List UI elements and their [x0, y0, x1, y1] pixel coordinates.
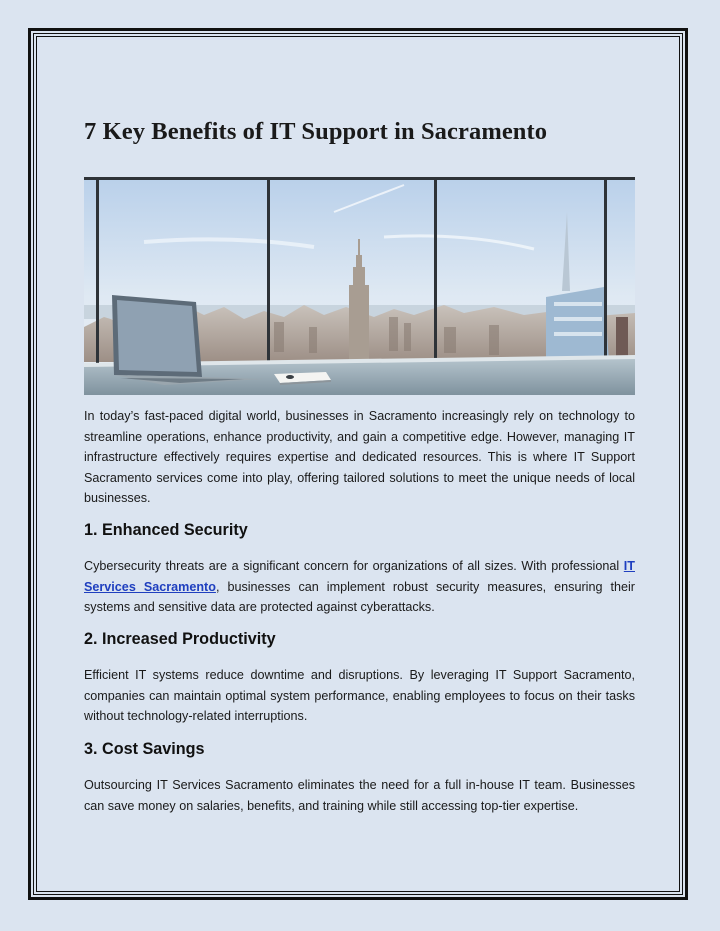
section-enhanced-security-body — [84, 556, 635, 618]
hero-image-office-skyline — [84, 177, 635, 395]
paragraph-text: Cybersecurity threats are a significant concern for organizations of all sizes. With professional — [84, 559, 624, 573]
section-enhanced-security — [84, 521, 635, 540]
section-paragraph: Outsourcing IT Services Sacramento eliminates the need for a full in-house IT team. Businesses can save money on salaries, benefits, and training while still accessing top-tier expertise. — [84, 778, 635, 813]
section-paragraph — [84, 556, 635, 618]
section-heading: 2. Increased Productivity — [84, 630, 276, 648]
intro-paragraph: In today’s fast-paced digital world, businesses in Sacramento increasingly rely on technology to streamline operations, enhance productivity, and gain a competitive edge. However, managing IT infrastructure effectively requires expertise and dedicated resources. This is where IT Support Sacramento services come into play, offering tailored solutions to meet the unique needs of local businesses. — [84, 409, 635, 505]
section-heading: 1. Enhanced Security — [84, 521, 248, 539]
paragraph-text: , businesses can implement robust security measures, ensuring their systems and sensitive data are protected against cyberattacks. — [84, 579, 635, 614]
it-services-sacramento-link[interactable]: IT Services Sacramento — [84, 559, 635, 594]
page-title: 7 Key Benefits of IT Support in Sacramento — [84, 118, 548, 145]
office-skyline-illustration — [84, 177, 635, 395]
section-increased-productivity — [84, 630, 635, 649]
intro-paragraph-block — [84, 406, 635, 509]
title-block — [84, 100, 635, 146]
section-increased-productivity-body — [84, 665, 635, 727]
section-paragraph: Efficient IT systems reduce downtime and disruptions. By leveraging IT Support Sacramento, companies can maintain optimal system performance, enabling employees to focus on their tasks without technology-related interruptions. — [84, 668, 635, 723]
section-cost-savings — [84, 740, 635, 759]
section-heading: 3. Cost Savings — [84, 740, 205, 758]
section-cost-savings-body — [84, 775, 635, 816]
